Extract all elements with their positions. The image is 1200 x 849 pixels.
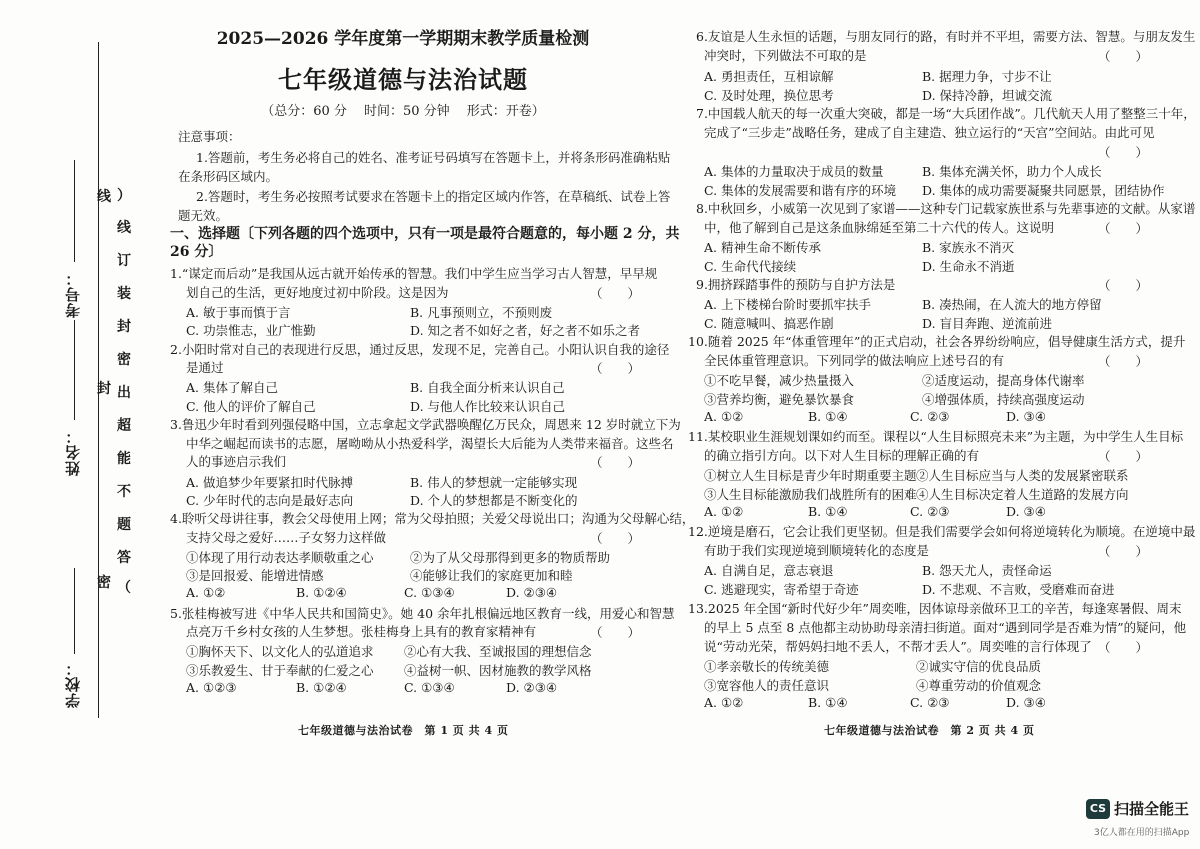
option: C. 功崇惟志，业广惟勤: [186, 323, 316, 338]
question-stem: 3.鲁迅少年时看到列强侵略中国，立志拿起文学武器唤醒亿万民众，周恩来 12 岁时就立下为: [170, 417, 681, 432]
statement: ②适度运动，提高身体代谢率: [922, 373, 1085, 388]
option: B. 凡事预则立，不预则废: [410, 305, 553, 320]
option: C. 集体的发展需要和谐有序的环境: [704, 183, 897, 198]
question-stem: 人的事迹启示我们: [186, 454, 287, 469]
option: A. 敏于事而慎于言: [186, 305, 291, 320]
notice-item: 1.答题前，考生务必将自己的姓名、准考证号码填写在答题卡上，并将条形码准确粘贴: [196, 150, 671, 165]
answer-blank: （ ）: [1098, 449, 1149, 464]
statement: ②诚实守信的优良品质: [916, 659, 1042, 674]
question-stem: 4.聆听父母讲往事，教会父母使用上网；常为父母拍照；关爱父母说出口；沟通为父母解心结，: [170, 511, 695, 526]
option: A. ①②: [704, 409, 744, 424]
school-label: 学校：: [64, 660, 82, 708]
option: D. ②③④: [506, 680, 558, 695]
question-stem: 10.随着 2025 年“体重管理年”的正式启动，社会各界纷纷响应，倡导健康生活方式，提升: [688, 334, 1186, 349]
answer-blank: （ ）: [1098, 145, 1149, 160]
option: B. ①②④: [296, 585, 347, 600]
seal-word: 线: [97, 189, 111, 205]
seal-char: 封: [117, 319, 131, 335]
option: C. ①③④: [404, 680, 455, 695]
option: B. 家族永不消灭: [922, 240, 1015, 255]
option: A. 集体了解自己: [186, 380, 278, 395]
seal-char: ）: [117, 188, 131, 204]
option: A. 上下楼梯台阶时要抓牢扶手: [704, 297, 871, 312]
question-stem: 的确立指引方向。以下对人生目标的理解正确的有: [704, 448, 980, 463]
option: A. 自满自足，意志衰退: [704, 563, 834, 578]
question-stem: 11.某校职业生涯规划课如约而至。课程以“人生目标照亮未来”为主题，为中学生人生目标: [688, 429, 1184, 444]
statement: ④能够让我们的家庭更加和睦: [410, 568, 573, 583]
camscanner-brand: 扫描全能王: [1114, 800, 1190, 818]
option: B. 凑热闹，在人流大的地方停留: [922, 297, 1102, 312]
statement: ④尊重劳动的价值观念: [916, 678, 1042, 693]
option: D. ③④: [1006, 409, 1046, 424]
question-stem: 划自己的生活，更好地度过初中阶段。这是因为: [186, 285, 449, 300]
exam-meta: （总分：60 分 时间：50 分钟 形式：开卷）: [261, 104, 545, 119]
option: A. ①②③: [186, 680, 237, 695]
seal-word: 密: [97, 575, 111, 591]
option: B. ①④: [808, 695, 848, 710]
statement: ②心有大我、至诚报国的理想信念: [404, 644, 592, 659]
question-stem: 中华之崛起而读书的志愿，屠呦呦从小热爱科学，渴望长大后能为人类带来福音。这些名: [186, 436, 674, 451]
camscanner-logo-icon: CS: [1086, 799, 1110, 819]
seal-char: 题: [117, 517, 131, 533]
option: D. ③④: [1006, 504, 1046, 519]
seal-char: 密: [117, 352, 131, 368]
question-stem: 冲突时，下列做法不可取的是: [704, 48, 867, 63]
option: B. ①④: [808, 504, 848, 519]
statement: ①胸怀天下、以文化人的弘道追求: [186, 644, 374, 659]
question-stem: 9.拥挤踩踏事件的预防与自护方法是: [696, 277, 896, 292]
seal-char: 装: [117, 286, 131, 302]
question-stem: 6.友谊是人生永恒的话题，与朋友同行的路，有时并不平坦，需要方法、智慧。与朋友发生: [696, 29, 1196, 44]
answer-blank: （ ）: [590, 286, 641, 301]
question-stem: 13.2025 年全国“新时代好少年”周奕唯，因体谅母亲做环卫工的辛苦，每逢寒暑假、周末: [688, 601, 1182, 616]
option: D. 生命永不消逝: [922, 259, 1015, 274]
statement: ③宽容他人的责任意识: [704, 678, 830, 693]
statement: ①孝亲敬长的传统美德: [704, 659, 830, 674]
question-stem: 中，他了解到自己是这条血脉绵延至第二十六代的传人。这说明: [704, 220, 1055, 235]
question-stem: 点亮万千乡村女孩的人生梦想。张桂梅身上具有的教育家精神有: [186, 624, 537, 639]
answer-blank: （ ）: [1098, 278, 1149, 293]
seal-word: 封: [97, 381, 111, 397]
seal-char: 线: [117, 220, 131, 236]
statement: ①体现了用行动表达孝顺敬重之心: [186, 550, 374, 565]
answer-blank: （ ）: [1098, 354, 1149, 369]
option: A. ①②: [704, 504, 744, 519]
name-field-line: [74, 320, 75, 420]
statement: ③乐教爱生、甘于奉献的仁爱之心: [186, 663, 374, 678]
question-stem: 说“劳动光荣，帮妈妈扫地不丢人，不帮才丢人”。周奕唯的言行体现了: [704, 639, 1092, 654]
page-footer: 七年级道德与法治试卷 第 1 页 共 4 页: [298, 724, 509, 737]
answer-blank: （ ）: [590, 531, 641, 546]
option: D. 盲目奔跑、逆流前进: [922, 316, 1053, 331]
notice-item: 题无效。: [178, 208, 229, 223]
statement: ③是回报爱、能增进情感: [186, 568, 324, 583]
statement: ④益树一帜、因材施教的教学风格: [404, 663, 592, 678]
seal-char: 超: [117, 418, 131, 434]
option: D. 集体的成功需要凝聚共同愿景，团结协作: [922, 183, 1165, 198]
question-stem: 有助于我们实现逆境到顺境转化的态度是: [704, 543, 930, 558]
question-stem: 是通过: [186, 360, 224, 375]
option: C. 随意喊叫、搞恶作剧: [704, 316, 834, 331]
name-label: 姓名：: [64, 428, 82, 476]
section-heading: 26 分〕: [170, 244, 223, 260]
statement: ②为了从父母那得到更多的物质帮助: [410, 550, 611, 565]
answer-blank: （ ）: [1098, 221, 1149, 236]
answer-blank: （ ）: [1098, 640, 1149, 655]
option: D. 个人的梦想都是不断变化的: [410, 493, 578, 508]
option: B. 怨天尤人，责怪命运: [922, 563, 1052, 578]
option: D. ③④: [1006, 695, 1046, 710]
option: B. 自我全面分析来认识自己: [410, 380, 565, 395]
statement: ③营养均衡，避免暴饮暴食: [704, 392, 855, 407]
subject-title: 七年级道德与法治试题: [278, 65, 528, 94]
id-field-line: [74, 160, 75, 262]
answer-blank: （ ）: [590, 625, 641, 640]
question-stem: 5.张桂梅被写进《中华人民共和国简史》。她 40 余年扎根偏远地区教育一线，用爱心和智慧: [170, 606, 675, 621]
option: D. 保持冷静，坦诚交流: [922, 88, 1053, 103]
option: B. 集体充满关怀，助力个人成长: [922, 164, 1102, 179]
option: B. ①②④: [296, 680, 347, 695]
option: B. ①④: [808, 409, 848, 424]
option: D. ②③④: [506, 585, 558, 600]
option: D. 不悲观、不言败，受磨难而奋进: [922, 582, 1115, 597]
option: B. 伟人的梦想就一定能够实现: [410, 475, 578, 490]
answer-blank: （ ）: [590, 455, 641, 470]
statement: ①树立人生目标是青少年时期重要主题: [704, 468, 917, 483]
school-field-line: [74, 568, 75, 654]
exam-title: 2025—2026 学年度第一学期期末教学质量检测: [216, 29, 590, 49]
question-stem: 7.中国载人航天的每一次重大突破，都是一场“大兵团作战”。几代航天人用了整整三十年，: [696, 106, 1196, 121]
question-stem: 支持父母之爱好……子女努力这样做: [186, 530, 387, 545]
option: C. ②③: [910, 504, 950, 519]
question-stem: 12.逆境是磨石，它会让我们更坚韧。但是我们需要学会如何将逆境转化为顺境。在逆境中最: [688, 524, 1196, 539]
statement: ①不吃早餐，减少热量摄入: [704, 373, 855, 388]
option: C. 他人的评价了解自己: [186, 399, 316, 414]
option: C. ②③: [910, 695, 950, 710]
option: C. ②③: [910, 409, 950, 424]
option: D. 与他人作比较来认识自己: [410, 399, 566, 414]
option: A. 做追梦少年要紧扣时代脉搏: [186, 475, 353, 490]
option: A. 精神生命不断传承: [704, 240, 821, 255]
seal-char: 不: [117, 484, 131, 500]
seal-char: 答: [117, 550, 131, 566]
statement: ④人生目标决定着人生道路的发展方向: [916, 487, 1129, 502]
option: C. 少年时代的志向是最好志向: [186, 493, 354, 508]
answer-blank: （ ）: [590, 361, 641, 376]
option: C. 逃避现实，寄希望于奇迹: [704, 582, 859, 597]
option: A. 勇担责任，互相谅解: [704, 69, 834, 84]
option: A. 集体的力量取决于成员的数量: [704, 164, 884, 179]
statement: ④增强体质，持续高强度运动: [922, 392, 1085, 407]
statement: ③人生目标能激励我们战胜所有的困难: [704, 487, 917, 502]
option: C. ①③④: [404, 585, 455, 600]
option: A. ①②: [186, 585, 226, 600]
option: A. ①②: [704, 695, 744, 710]
id-label: 考号：: [64, 270, 82, 318]
seal-char: （: [117, 580, 131, 596]
question-stem: 1.“谋定而后动”是我国从远古就开始传承的智慧。我们中学生应当学习古人智慧，早早规: [170, 266, 658, 281]
section-heading: 一、选择题〔下列各题的四个选项中，只有一项是最符合题意的，每小题 2 分，共: [170, 226, 680, 242]
notice-item: 在条形码区域内。: [178, 169, 279, 184]
question-stem: 全民体重管理意识。下列同学的做法响应上述号召的有: [704, 353, 1005, 368]
seal-char: 订: [117, 253, 131, 269]
question-stem: 的早上 5 点至 8 点他都主动协助母亲清扫街道。面对“遇到同学是否难为情”的疑问，他: [704, 620, 1187, 635]
question-stem: 8.中秋回乡，小威第一次见到了家谱——这种专门记载家族世系与先辈事迹的文献。从家谱: [696, 201, 1196, 216]
page-footer: 七年级道德与法治试卷 第 2 页 共 4 页: [824, 724, 1035, 737]
option: C. 生命代代接续: [704, 259, 797, 274]
option: D. 知之者不如好之者，好之者不如乐之者: [410, 323, 641, 338]
camscanner-tagline: 3亿人都在用的扫描App: [1094, 828, 1190, 838]
notice-item: 2.答题时，考生务必按照考试要求在答题卡上的指定区域内作答，在草稿纸、试卷上答: [196, 189, 671, 204]
statement: ②人生目标应当与人类的发展紧密联系: [916, 468, 1129, 483]
option: B. 据理力争，寸步不让: [922, 69, 1052, 84]
answer-blank: （ ）: [1098, 544, 1149, 559]
option: C. 及时处理，换位思考: [704, 88, 834, 103]
seal-char: 能: [117, 451, 131, 467]
question-stem: 完成了“三步走”战略任务，建成了自主建造、独立运行的“天宫”空间站。由此可见: [704, 125, 1155, 140]
seal-char: 出: [117, 385, 131, 401]
question-stem: 2.小阳时常对自己的表现进行反思，通过反思，发现不足，完善自己。小阳认识自我的途径: [170, 342, 670, 357]
notice-title: 注意事项：: [178, 129, 241, 144]
answer-blank: （ ）: [1098, 49, 1149, 64]
